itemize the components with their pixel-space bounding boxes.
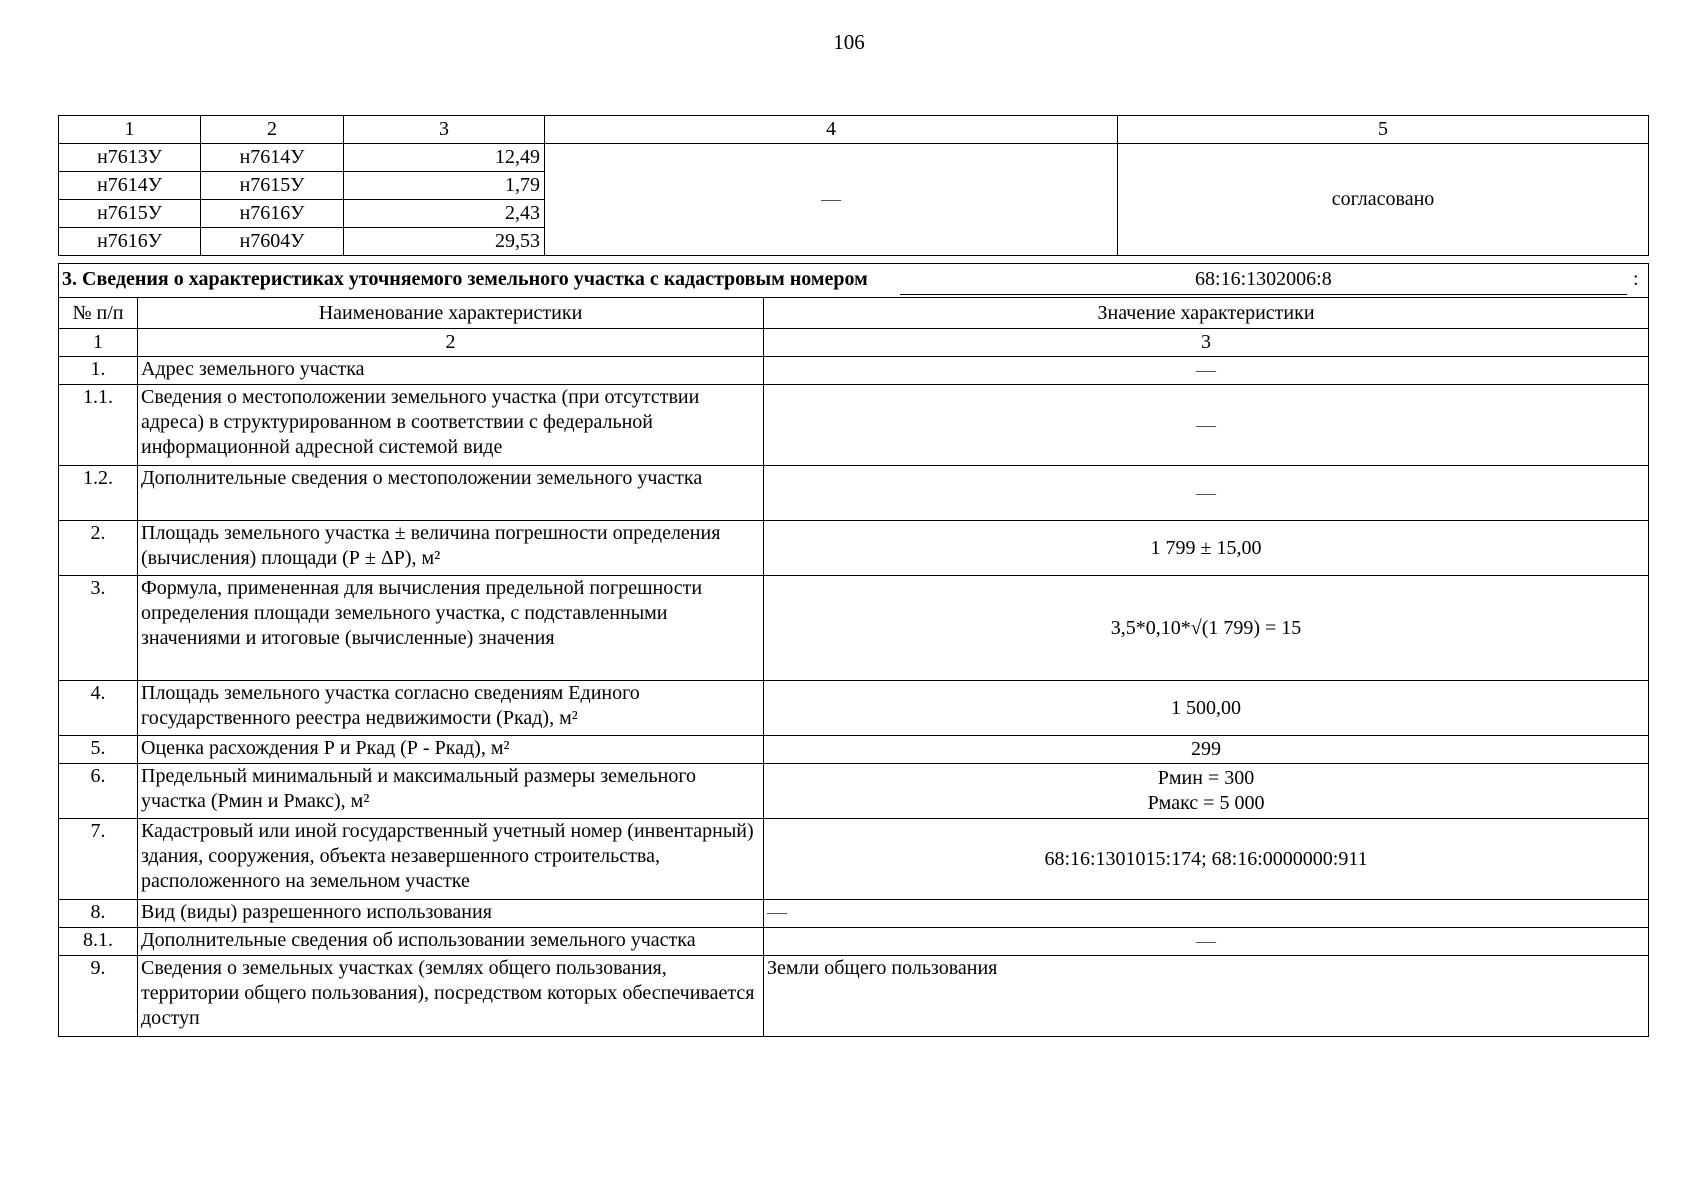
row-name: Предельный минимальный и максимальный размеры земельного участка (Рмин и Рмакс), м²	[138, 764, 764, 819]
row-number: 6.	[59, 764, 138, 819]
row-name: Сведения о земельных участках (землях общего пользования, территории общего пользования), посредством которых обеспечивается доступ	[138, 956, 764, 1037]
row-name: Площадь земельного участка ± величина погрешности определения (вычисления) площади (Р ± ΔР), м²	[138, 521, 764, 576]
table-row	[59, 956, 1649, 1037]
row-value: Земли общего пользования	[764, 956, 1649, 1037]
table-row	[59, 466, 1649, 521]
table-header-row	[59, 298, 1649, 329]
point-to: н7614У	[201, 144, 344, 172]
point-to: н7604У	[201, 228, 344, 256]
subheader-cell: 1	[59, 329, 138, 357]
segment-length: 2,43	[344, 200, 545, 228]
col4-value: —	[545, 144, 1118, 256]
row-value	[764, 764, 1649, 819]
header-cell: 4	[545, 116, 1118, 144]
row-name: Формула, примененная для вычисления предельной погрешности определения площади земельного участка, с подставленными значениями и итоговые (вычисленные) значения	[138, 576, 764, 681]
row-name: Дополнительные сведения об использовании земельного участка	[138, 928, 764, 956]
section-title-cell	[59, 264, 1649, 298]
point-from: н7614У	[59, 172, 201, 200]
header-cell: 2	[201, 116, 344, 144]
table-row	[59, 144, 1649, 172]
row-number: 8.1.	[59, 928, 138, 956]
row-number: 5.	[59, 736, 138, 764]
segment-length: 12,49	[344, 144, 545, 172]
point-from: н7615У	[59, 200, 201, 228]
table-row	[59, 521, 1649, 576]
row-number: 2.	[59, 521, 138, 576]
min-size-value: Рмин = 300	[1157, 767, 1255, 789]
row-value: —	[764, 357, 1649, 385]
point-from: н7613У	[59, 144, 201, 172]
row-number: 7.	[59, 819, 138, 900]
header-cell: 3	[344, 116, 545, 144]
row-name: Вид (виды) разрешенного использования	[138, 900, 764, 928]
row-value: 1 799 ± 15,00	[764, 521, 1649, 576]
row-name: Дополнительные сведения о местоположении земельного участка	[138, 466, 764, 521]
row-name: Оценка расхождения Р и Ркад (Р - Ркад), м²	[138, 736, 764, 764]
max-size-value: Рмакс = 5 000	[1147, 792, 1265, 814]
segment-length: 29,53	[344, 228, 545, 256]
header-cell: 1	[59, 116, 201, 144]
row-number: 3.	[59, 576, 138, 681]
subheader-cell: 2	[138, 329, 764, 357]
row-value: —	[764, 466, 1649, 521]
row-value: —	[764, 928, 1649, 956]
table-row	[59, 357, 1649, 385]
table-row	[59, 819, 1649, 900]
row-name: Кадастровый или иной государственный учетный номер (инвентарный) здания, сооружения, объекта незавершенного строительства, расположенного на земельном участке	[138, 819, 764, 900]
header-number: № п/п	[59, 298, 138, 329]
cadastral-number: 68:16:1302006:8	[900, 264, 1627, 295]
row-value: 1 500,00	[764, 681, 1649, 736]
table-subheader-row	[59, 329, 1649, 357]
row-value: —	[764, 900, 1649, 928]
row-number: 1.2.	[59, 466, 138, 521]
table-row	[59, 736, 1649, 764]
row-number: 1.1.	[59, 385, 138, 466]
header-value: Значение характеристики	[764, 298, 1649, 329]
point-to: н7615У	[201, 172, 344, 200]
row-value: 299	[764, 736, 1649, 764]
parcel-characteristics-table	[58, 263, 1649, 1037]
row-number: 9.	[59, 956, 138, 1037]
row-name: Сведения о местоположении земельного участка (при отсутствии адреса) в структурированном в соответствии с федеральной информационной адресной системой виде	[138, 385, 764, 466]
section-title: 3. Сведения о характеристиках уточняемого земельного участка с кадастровым номером	[62, 268, 868, 290]
page-number: 106	[833, 30, 865, 54]
section-title-row	[59, 264, 1649, 298]
point-to: н7616У	[201, 200, 344, 228]
table-row	[59, 928, 1649, 956]
row-number: 1.	[59, 357, 138, 385]
row-number: 8.	[59, 900, 138, 928]
row-value: 68:16:1301015:174; 68:16:0000000:911	[764, 819, 1649, 900]
table-row	[59, 576, 1649, 681]
subheader-cell: 3	[764, 329, 1649, 357]
point-from: н7616У	[59, 228, 201, 256]
approval-status: согласовано	[1118, 144, 1649, 256]
row-value: 3,5*0,10*√(1 799) = 15	[764, 576, 1649, 681]
table-row	[59, 385, 1649, 466]
header-cell: 5	[1118, 116, 1649, 144]
row-value: —	[764, 385, 1649, 466]
segment-length: 1,79	[344, 172, 545, 200]
table-row	[59, 900, 1649, 928]
boundary-segments-table	[58, 115, 1649, 256]
table-row	[59, 764, 1649, 819]
header-name: Наименование характеристики	[138, 298, 764, 329]
row-name: Адрес земельного участка	[138, 357, 764, 385]
table-row	[59, 681, 1649, 736]
table-header-row	[59, 116, 1649, 144]
colon: :	[1633, 268, 1639, 290]
row-number: 4.	[59, 681, 138, 736]
row-name: Площадь земельного участка согласно сведениям Единого государственного реестра недвижимости (Ркад), м²	[138, 681, 764, 736]
